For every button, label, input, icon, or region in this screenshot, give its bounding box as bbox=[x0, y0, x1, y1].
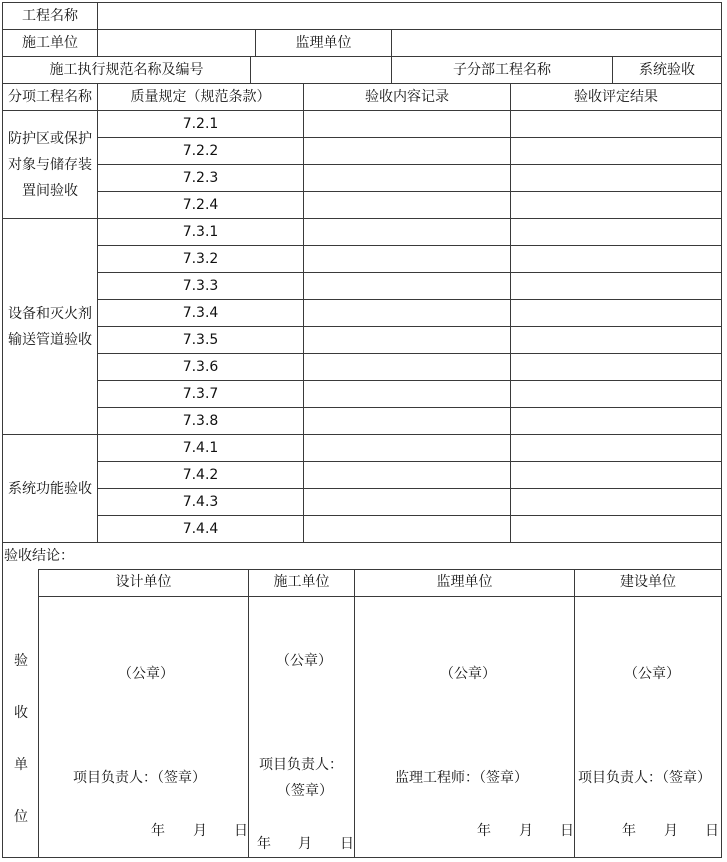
clause-number: 7.2.3 bbox=[182, 170, 219, 186]
clause-number: 7.2.2 bbox=[182, 143, 219, 159]
grid-line bbox=[248, 569, 249, 858]
result-cell[interactable] bbox=[511, 327, 721, 354]
clause-number: 7.3.7 bbox=[182, 386, 219, 402]
side-char: 收 bbox=[14, 705, 28, 721]
design-unit-title: 设计单位 bbox=[115, 574, 172, 590]
grid-line bbox=[721, 2, 722, 858]
record-cell[interactable] bbox=[304, 192, 510, 219]
construction-unit-label: 施工单位 bbox=[22, 35, 78, 51]
subproject-name-label: 子分部工程名称 bbox=[453, 62, 551, 78]
group-label-line: 输送管道验收 bbox=[8, 332, 92, 348]
side-char: 位 bbox=[14, 809, 28, 825]
record-cell[interactable] bbox=[304, 219, 510, 246]
design-unit-date-day: 日 bbox=[234, 823, 248, 839]
result-cell[interactable] bbox=[511, 273, 721, 300]
record-cell[interactable] bbox=[304, 111, 510, 138]
grid-line bbox=[2, 857, 722, 858]
clause-number: 7.4.4 bbox=[182, 521, 219, 537]
clause-number: 7.4.1 bbox=[182, 440, 219, 456]
clause-number: 7.3.1 bbox=[182, 224, 219, 240]
record-cell[interactable] bbox=[304, 516, 510, 543]
grid-line bbox=[38, 569, 39, 858]
project-name-field[interactable] bbox=[98, 3, 721, 30]
result-cell[interactable] bbox=[511, 381, 721, 408]
project-name-label: 工程名称 bbox=[22, 8, 78, 24]
construction-unit-signer[interactable]: 项目负责人： bbox=[259, 757, 343, 773]
side-char: 验 bbox=[14, 653, 28, 669]
supervision-unit-date-year: 年 bbox=[477, 823, 491, 839]
clause-number: 7.2.1 bbox=[182, 116, 219, 132]
col-item-name: 分项工程名称 bbox=[8, 89, 92, 105]
clause-number: 7.3.4 bbox=[182, 305, 219, 321]
grid-line bbox=[38, 596, 722, 597]
group-label-system-function bbox=[3, 435, 97, 543]
record-cell[interactable] bbox=[304, 408, 510, 435]
supervision-unit-date-month: 月 bbox=[519, 823, 533, 839]
result-cell[interactable] bbox=[511, 246, 721, 273]
group-label-line: 置间验收 bbox=[22, 183, 78, 199]
group-label-line: 对象与储存装 bbox=[8, 157, 92, 173]
result-cell[interactable] bbox=[511, 462, 721, 489]
record-cell[interactable] bbox=[304, 489, 510, 516]
col-result: 验收评定结果 bbox=[574, 89, 658, 105]
grid-line bbox=[354, 569, 355, 858]
record-cell[interactable] bbox=[304, 354, 510, 381]
col-record: 验收内容记录 bbox=[365, 89, 449, 105]
construction-unit-field[interactable] bbox=[98, 30, 255, 57]
result-cell[interactable] bbox=[511, 300, 721, 327]
record-cell[interactable] bbox=[304, 165, 510, 192]
design-unit-signer[interactable]: 项目负责人：（签章） bbox=[73, 770, 206, 786]
clause-number: 7.4.3 bbox=[182, 494, 219, 510]
spec-name-field[interactable] bbox=[251, 57, 391, 84]
result-cell[interactable] bbox=[511, 489, 721, 516]
owner-unit-date-day: 日 bbox=[705, 823, 719, 839]
supervision-unit-label: 监理单位 bbox=[295, 35, 352, 51]
record-cell[interactable] bbox=[304, 435, 510, 462]
construction-unit-seal: （公章） bbox=[276, 653, 332, 669]
result-cell[interactable] bbox=[511, 192, 721, 219]
spec-name-label: 施工执行规范名称及编号 bbox=[49, 62, 204, 78]
col-quality-rule: 质量规定（规范条款） bbox=[130, 89, 271, 105]
conclusion-label: 验收结论： bbox=[4, 548, 74, 564]
group-label-protection-area bbox=[3, 111, 97, 219]
record-cell[interactable] bbox=[304, 462, 510, 489]
record-cell[interactable] bbox=[304, 273, 510, 300]
result-cell[interactable] bbox=[511, 219, 721, 246]
supervision-unit-signer[interactable]: 监理工程师：（签章） bbox=[395, 770, 528, 786]
side-char: 单 bbox=[14, 757, 28, 773]
clause-number: 7.3.3 bbox=[182, 278, 219, 294]
owner-unit-date-month: 月 bbox=[664, 823, 678, 839]
owner-unit-seal: （公章） bbox=[624, 666, 680, 682]
result-cell[interactable] bbox=[511, 138, 721, 165]
result-cell[interactable] bbox=[511, 165, 721, 192]
construction-unit-date-year: 年 bbox=[257, 836, 271, 852]
result-cell[interactable] bbox=[511, 408, 721, 435]
result-cell[interactable] bbox=[511, 111, 721, 138]
supervision-unit-date-day: 日 bbox=[560, 823, 574, 839]
design-unit-seal: （公章） bbox=[118, 666, 174, 682]
design-unit-date-year: 年 bbox=[151, 823, 165, 839]
clause-number: 7.4.2 bbox=[182, 467, 219, 483]
supervision-unit-field[interactable] bbox=[392, 30, 721, 57]
clause-number: 7.3.2 bbox=[182, 251, 219, 267]
group-label-equipment-piping bbox=[3, 219, 97, 435]
clause-number: 7.3.8 bbox=[182, 413, 219, 429]
group-label-line: 设备和灭火剂 bbox=[8, 306, 92, 322]
record-cell[interactable] bbox=[304, 300, 510, 327]
owner-unit-signer[interactable]: 项目负责人：（签章） bbox=[578, 770, 711, 786]
owner-unit-title: 建设单位 bbox=[620, 574, 676, 590]
record-cell[interactable] bbox=[304, 381, 510, 408]
group-label-line: 防护区或保护 bbox=[8, 131, 92, 147]
record-cell[interactable] bbox=[304, 246, 510, 273]
supervision-unit-seal: （公章） bbox=[440, 666, 496, 682]
result-cell[interactable] bbox=[511, 354, 721, 381]
subproject-name-value: 系统验收 bbox=[639, 62, 695, 78]
result-cell[interactable] bbox=[511, 435, 721, 462]
grid-line bbox=[574, 569, 575, 858]
clause-number: 7.3.5 bbox=[182, 332, 219, 348]
conclusion-field[interactable] bbox=[98, 543, 721, 569]
supervision-unit-title: 监理单位 bbox=[436, 574, 493, 590]
record-cell[interactable] bbox=[304, 327, 510, 354]
clause-number: 7.3.6 bbox=[182, 359, 219, 375]
construction-unit-date-month: 月 bbox=[298, 836, 312, 852]
construction-unit-date-day: 日 bbox=[340, 836, 354, 852]
clause-number: 7.2.4 bbox=[182, 197, 219, 213]
construction-unit-signature[interactable]: （签章） bbox=[277, 783, 333, 799]
group-label-line: 系统功能验收 bbox=[8, 481, 92, 497]
construction-unit-title: 施工单位 bbox=[273, 574, 330, 590]
owner-unit-date-year: 年 bbox=[622, 823, 636, 839]
design-unit-date-month: 月 bbox=[193, 823, 207, 839]
record-cell[interactable] bbox=[304, 138, 510, 165]
result-cell[interactable] bbox=[511, 516, 721, 543]
